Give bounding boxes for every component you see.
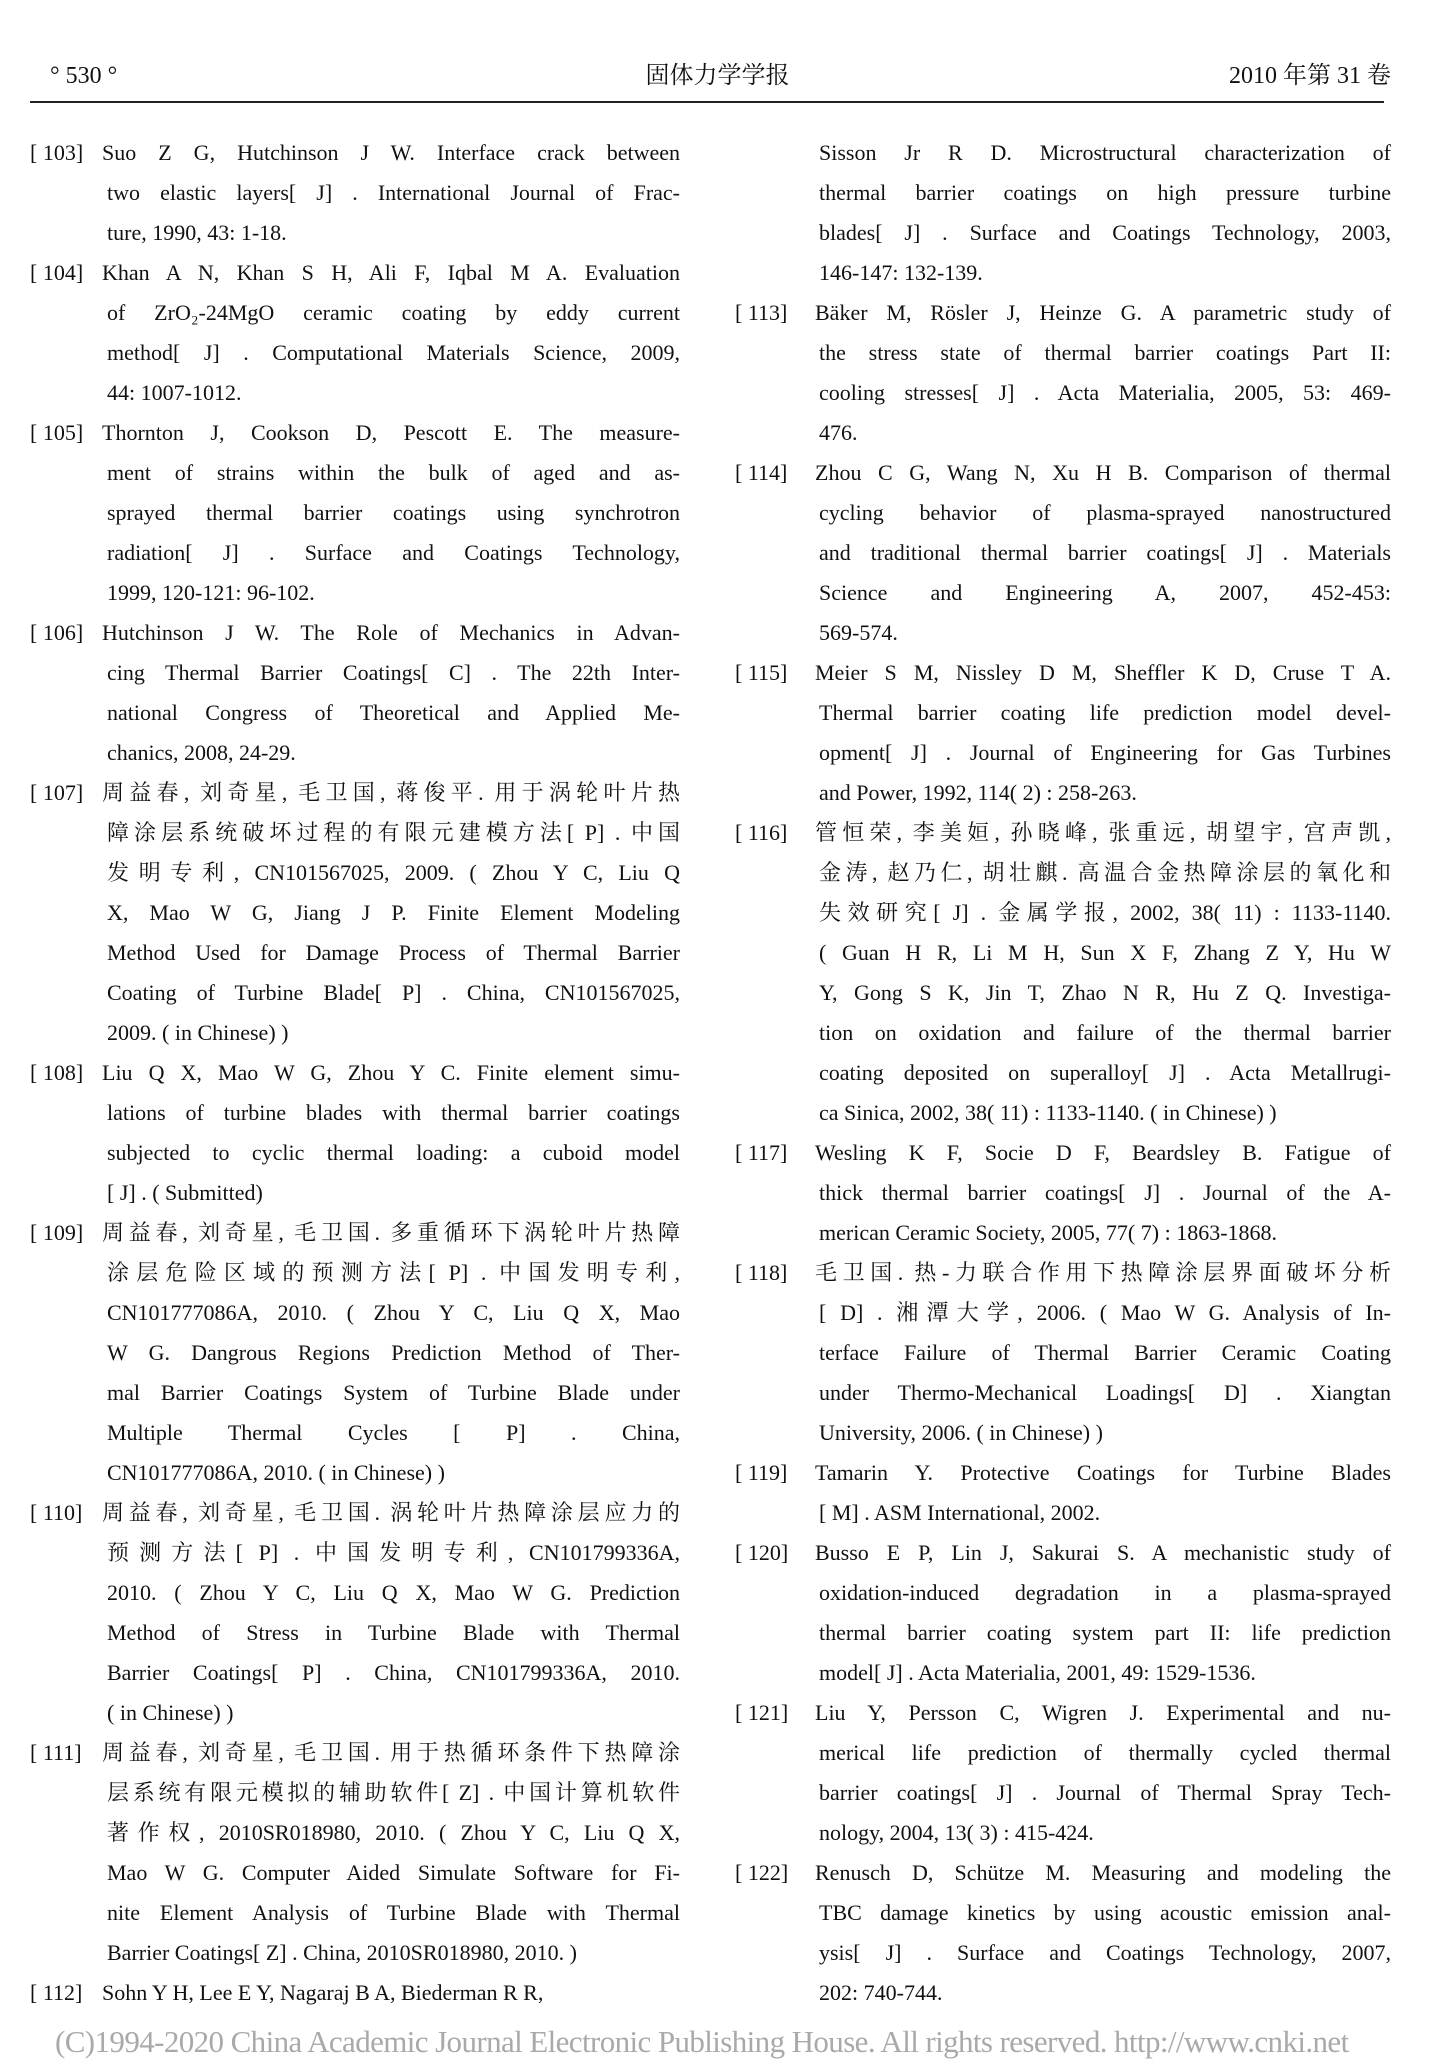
reference-line: 障涂层系统破坏过程的有限元建模方法[ P] . 中国 bbox=[107, 820, 680, 845]
reference-line: cing Thermal Barrier Coatings[ C] . The 22th Inter- bbox=[107, 660, 680, 685]
reference-line: Busso E P, Lin J, Sakurai S. A mechanistic study of bbox=[815, 1540, 1391, 1565]
reference-line: CN101777086A, 2010. ( in Chinese) ) bbox=[107, 1460, 445, 1485]
reference-line: Science and Engineering A, 2007, 452-453: bbox=[819, 580, 1391, 605]
reference-line: 569-574. bbox=[819, 620, 898, 645]
reference-line: 146-147: 132-139. bbox=[819, 260, 983, 285]
reference-number: [ 116] bbox=[735, 820, 788, 845]
reference-line: 发明专利, CN101567025, 2009. ( Zhou Y C, Liu Q bbox=[107, 860, 680, 885]
reference-line: cycling behavior of plasma-sprayed nanostructured bbox=[819, 500, 1391, 525]
reference-line: lations of turbine blades with thermal barrier coatings bbox=[107, 1100, 680, 1125]
reference-number: [ 122] bbox=[735, 1860, 789, 1885]
reference-line: blades[ J] . Surface and Coatings Technology, 2003, bbox=[819, 220, 1391, 245]
reference-line: and traditional thermal barrier coatings[ J] . Materials bbox=[819, 540, 1391, 565]
reference-line: 预测方法[ P] . 中国发明专利, CN101799336A, bbox=[107, 1540, 680, 1565]
reference-entry bbox=[30, 133, 680, 253]
reference-number: [ 107] bbox=[30, 780, 84, 805]
reference-line: of ZrO₂-24MgO ceramic coating by eddy current bbox=[107, 300, 680, 325]
reference-entry bbox=[30, 253, 680, 413]
reference-line: TBC damage kinetics by using acoustic emission anal- bbox=[819, 1900, 1391, 1925]
reference-line: ture, 1990, 43: 1-18. bbox=[107, 220, 287, 245]
reference-line: two elastic layers[ J] . International Journal of Frac- bbox=[107, 180, 680, 205]
reference-line: Barrier Coatings[ P] . China, CN101799336A, 2010. bbox=[107, 1660, 680, 1685]
reference-line: 476. bbox=[819, 420, 858, 445]
reference-line: ( in Chinese) ) bbox=[107, 1700, 234, 1725]
page-number: ° 530 ° bbox=[50, 63, 118, 89]
reference-number: [ 110] bbox=[30, 1500, 83, 1525]
reference-entry bbox=[735, 453, 1391, 653]
reference-line: cooling stresses[ J] . Acta Materialia, 2005, 53: 469- bbox=[819, 380, 1391, 405]
reference-line: nology, 2004, 13( 3) : 415-424. bbox=[819, 1820, 1094, 1845]
reference-line: 2010. ( Zhou Y C, Liu Q X, Mao W G. Prediction bbox=[107, 1580, 680, 1605]
reference-line: CN101777086A, 2010. ( Zhou Y C, Liu Q X, Mao bbox=[107, 1300, 680, 1325]
reference-entry bbox=[30, 773, 680, 1053]
reference-entry bbox=[30, 1213, 680, 1493]
reference-line: ment of strains within the bulk of aged and as- bbox=[107, 460, 680, 485]
reference-column-left bbox=[30, 133, 680, 2013]
reference-entry bbox=[735, 1253, 1391, 1453]
reference-line: Coating of Turbine Blade[ P] . China, CN101567025, bbox=[107, 980, 680, 1005]
reference-line: 周益春, 刘奇星, 毛卫国. 用于热循环条件下热障涂 bbox=[102, 1740, 680, 1765]
reference-line: University, 2006. ( in Chinese) ) bbox=[819, 1420, 1103, 1445]
reference-line: coating deposited on superalloy[ J] . Acta Metallrugi- bbox=[819, 1060, 1391, 1085]
reference-line: X, Mao W G, Jiang J P. Finite Element Modeling bbox=[107, 900, 680, 925]
reference-line: 周益春, 刘奇星, 毛卫国, 蒋俊平. 用于涡轮叶片热 bbox=[102, 780, 680, 805]
reference-entry bbox=[735, 1853, 1391, 2013]
copyright-watermark: (C)1994-2020 China Academic Journal Electronic Publishing House. All rights reserved. http://www.cnki.net bbox=[55, 2024, 1349, 2059]
reference-column-right bbox=[735, 133, 1391, 2013]
reference-number: [ 112] bbox=[30, 1980, 83, 2005]
reference-number: [ 117] bbox=[735, 1140, 788, 1165]
reference-entry bbox=[735, 1533, 1391, 1693]
reference-number: [ 111] bbox=[30, 1740, 82, 1765]
reference-line: 202: 740-744. bbox=[819, 1980, 943, 2005]
reference-line: and Power, 1992, 114( 2) : 258-263. bbox=[819, 780, 1137, 805]
reference-line: 周益春, 刘奇星, 毛卫国. 涡轮叶片热障涂层应力的 bbox=[102, 1500, 680, 1525]
volume-label: 2010 年第 31 卷 bbox=[1229, 63, 1391, 89]
reference-line: mal Barrier Coatings System of Turbine Blade under bbox=[107, 1380, 680, 1405]
reference-line: 金涛, 赵乃仁, 胡壮麒. 高温合金热障涂层的氧化和 bbox=[819, 860, 1391, 885]
reference-line: oxidation-induced degradation in a plasma-sprayed bbox=[819, 1580, 1391, 1605]
reference-line: Method of Stress in Turbine Blade with Thermal bbox=[107, 1620, 680, 1645]
reference-line: 管恒荣, 李美姮, 孙晓峰, 张重远, 胡望宇, 宫声凯, bbox=[815, 820, 1391, 845]
reference-line: thermal barrier coatings on high pressure turbine bbox=[819, 180, 1391, 205]
reference-number: [ 106] bbox=[30, 620, 84, 645]
reference-line: merical life prediction of thermally cycled thermal bbox=[819, 1740, 1391, 1765]
reference-line: Multiple Thermal Cycles [ P] . China, bbox=[107, 1420, 680, 1445]
reference-entry bbox=[735, 133, 1391, 293]
reference-line: ( Guan H R, Li M H, Sun X F, Zhang Z Y, Hu W bbox=[819, 940, 1391, 965]
reference-number: [ 103] bbox=[30, 140, 84, 165]
reference-line: merican Ceramic Society, 2005, 77( 7) : 1863-1868. bbox=[819, 1220, 1278, 1245]
reference-line: thick thermal barrier coatings[ J] . Journal of the A- bbox=[819, 1180, 1391, 1205]
reference-entry bbox=[735, 1453, 1391, 1533]
reference-line: 著作权, 2010SR018980, 2010. ( Zhou Y C, Liu Q X, bbox=[107, 1820, 680, 1845]
reference-number: [ 113] bbox=[735, 300, 788, 325]
reference-entry bbox=[735, 1133, 1391, 1253]
reference-number: [ 109] bbox=[30, 1220, 84, 1245]
reference-entry bbox=[30, 1053, 680, 1213]
reference-line: Wesling K F, Socie D F, Beardsley B. Fatigue of bbox=[815, 1140, 1391, 1165]
reference-number: [ 121] bbox=[735, 1700, 789, 1725]
reference-entry bbox=[30, 1973, 680, 2013]
reference-line: tion on oxidation and failure of the thermal barrier bbox=[819, 1020, 1391, 1045]
reference-line: thermal barrier coating system part II: life prediction bbox=[819, 1620, 1391, 1645]
reference-line: under Thermo-Mechanical Loadings[ D] . Xiangtan bbox=[819, 1380, 1391, 1405]
reference-line: Barrier Coatings[ Z] . China, 2010SR018980, 2010. ) bbox=[107, 1940, 577, 1965]
reference-line: Thermal barrier coating life prediction model devel- bbox=[819, 700, 1391, 725]
reference-line: Sisson Jr R D. Microstructural characterization of bbox=[819, 140, 1391, 165]
reference-number: [ 108] bbox=[30, 1060, 84, 1085]
reference-line: [ D] . 湘潭大学, 2006. ( Mao W G. Analysis of In- bbox=[819, 1300, 1391, 1325]
reference-entry bbox=[735, 1693, 1391, 1853]
reference-number: [ 120] bbox=[735, 1540, 789, 1565]
reference-entry bbox=[735, 653, 1391, 813]
reference-line: 涂层危险区域的预测方法[ P] . 中国发明专利, bbox=[107, 1260, 680, 1285]
reference-entry bbox=[30, 1733, 680, 1973]
reference-line: 周益春, 刘奇星, 毛卫国. 多重循环下涡轮叶片热障 bbox=[102, 1220, 680, 1245]
reference-number: [ 115] bbox=[735, 660, 788, 685]
reference-entry bbox=[735, 293, 1391, 453]
reference-line: sprayed thermal barrier coatings using synchrotron bbox=[107, 500, 680, 525]
reference-number: [ 104] bbox=[30, 260, 84, 285]
reference-line: barrier coatings[ J] . Journal of Thermal Spray Tech- bbox=[819, 1780, 1391, 1805]
reference-line: Zhou C G, Wang N, Xu H B. Comparison of thermal bbox=[815, 460, 1391, 485]
reference-line: Hutchinson J W. The Role of Mechanics in Advan- bbox=[102, 620, 680, 645]
reference-number: [ 105] bbox=[30, 420, 84, 445]
reference-line: ca Sinica, 2002, 38( 11) : 1133-1140. ( in Chinese) ) bbox=[819, 1100, 1277, 1125]
reference-line: Liu Y, Persson C, Wigren J. Experimental and nu- bbox=[815, 1700, 1391, 1725]
reference-line: Tamarin Y. Protective Coatings for Turbine Blades bbox=[815, 1460, 1391, 1485]
reference-line: the stress state of thermal barrier coatings Part II: bbox=[819, 340, 1391, 365]
reference-line: subjected to cyclic thermal loading: a cuboid model bbox=[107, 1140, 680, 1165]
reference-line: Method Used for Damage Process of Thermal Barrier bbox=[107, 940, 680, 965]
reference-line: Mao W G. Computer Aided Simulate Software for Fi- bbox=[107, 1860, 680, 1885]
reference-line: nite Element Analysis of Turbine Blade with Thermal bbox=[107, 1900, 680, 1925]
reference-line: model[ J] . Acta Materialia, 2001, 49: 1529-1536. bbox=[819, 1660, 1256, 1685]
reference-entry bbox=[30, 413, 680, 613]
reference-line: opment[ J] . Journal of Engineering for Gas Turbines bbox=[819, 740, 1391, 765]
header-rule bbox=[30, 101, 1384, 103]
reference-line: W G. Dangrous Regions Prediction Method of Ther- bbox=[107, 1340, 680, 1365]
reference-line: [ J] . ( Submitted) bbox=[107, 1180, 263, 1205]
reference-line: method[ J] . Computational Materials Science, 2009, bbox=[107, 340, 680, 365]
reference-line: Khan A N, Khan S H, Ali F, Iqbal M A. Evaluation bbox=[102, 260, 680, 285]
reference-line: Thornton J, Cookson D, Pescott E. The measure- bbox=[102, 420, 680, 445]
reference-line: Sohn Y H, Lee E Y, Nagaraj B A, Biederman R R, bbox=[102, 1980, 544, 2005]
reference-line: Renusch D, Schütze M. Measuring and modeling the bbox=[815, 1860, 1391, 1885]
reference-line: radiation[ J] . Surface and Coatings Technology, bbox=[107, 540, 680, 565]
reference-number: [ 118] bbox=[735, 1260, 788, 1285]
reference-line: chanics, 2008, 24-29. bbox=[107, 740, 296, 765]
reference-line: 44: 1007-1012. bbox=[107, 380, 242, 405]
reference-line: Meier S M, Nissley D M, Sheffler K D, Cruse T A. bbox=[815, 660, 1391, 685]
journal-title: 固体力学学报 bbox=[645, 63, 790, 89]
reference-line: ysis[ J] . Surface and Coatings Technology, 2007, bbox=[819, 1940, 1391, 1965]
reference-number: [ 119] bbox=[735, 1460, 788, 1485]
reference-entry bbox=[30, 613, 680, 773]
reference-line: 层系统有限元模拟的辅助软件[ Z] . 中国计算机软件 bbox=[107, 1780, 680, 1805]
reference-line: 失效研究[ J] . 金属学报, 2002, 38( 11) : 1133-1140. bbox=[819, 900, 1391, 925]
reference-line: 毛卫国. 热-力联合作用下热障涂层界面破坏分析 bbox=[815, 1260, 1391, 1285]
reference-line: Y, Gong S K, Jin T, Zhao N R, Hu Z Q. Investiga- bbox=[819, 980, 1391, 1005]
reference-line: Liu Q X, Mao W G, Zhou Y C. Finite element simu- bbox=[102, 1060, 680, 1085]
reference-entry bbox=[735, 813, 1391, 1133]
reference-line: Bäker M, Rösler J, Heinze G. A parametric study of bbox=[815, 300, 1391, 325]
reference-line: 2009. ( in Chinese) ) bbox=[107, 1020, 289, 1045]
reference-line: Suo Z G, Hutchinson J W. Interface crack between bbox=[102, 140, 680, 165]
reference-line: terface Failure of Thermal Barrier Ceramic Coating bbox=[819, 1340, 1391, 1365]
reference-line: [ M] . ASM International, 2002. bbox=[819, 1500, 1101, 1525]
reference-entry bbox=[30, 1493, 680, 1733]
reference-line: national Congress of Theoretical and Applied Me- bbox=[107, 700, 680, 725]
reference-line: 1999, 120-121: 96-102. bbox=[107, 580, 315, 605]
reference-number: [ 114] bbox=[735, 460, 788, 485]
